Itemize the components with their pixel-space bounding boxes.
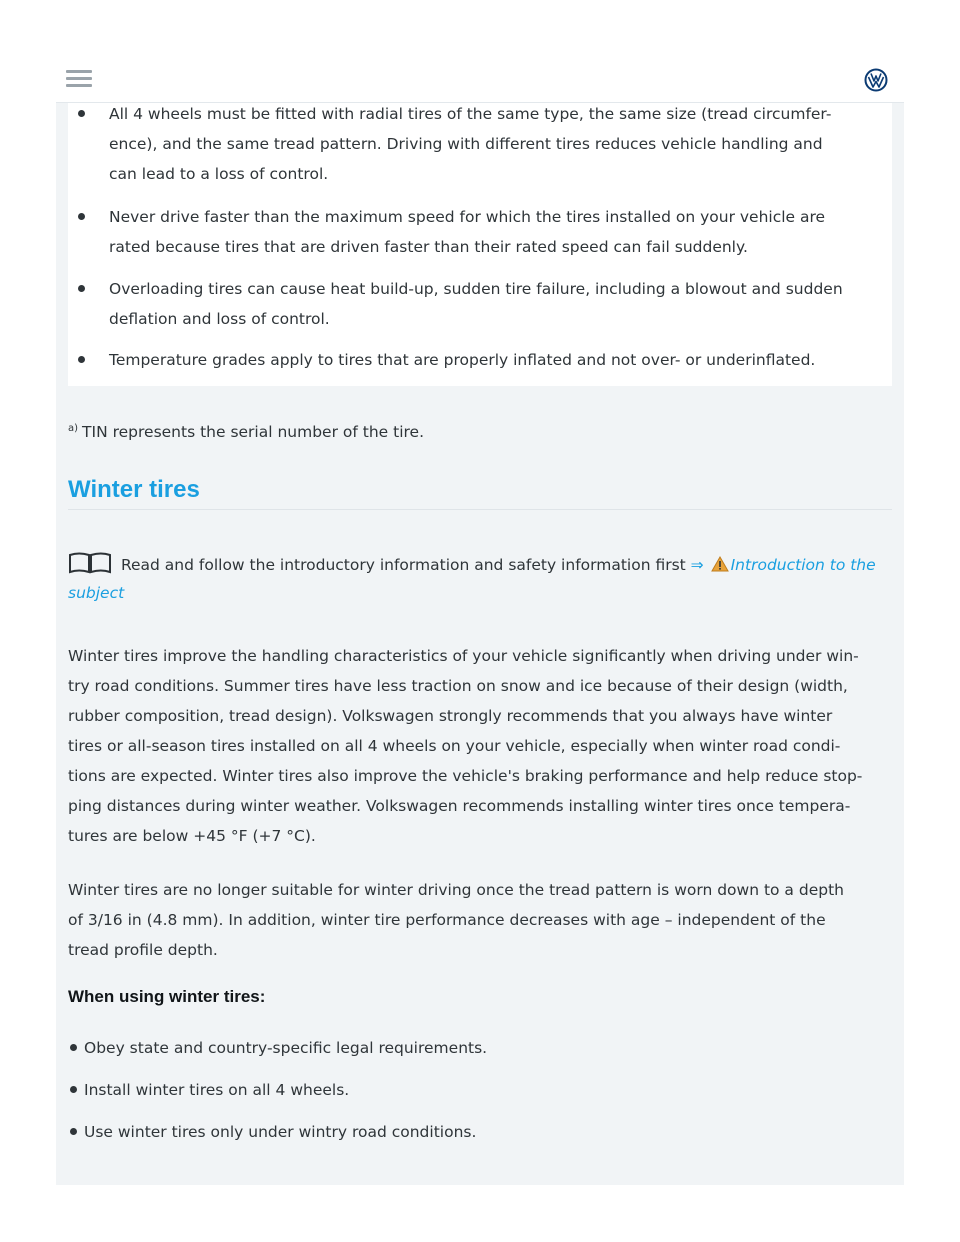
warning-item: Overloading tires can cause heat build-up, sudden tire failure, including a blowout and sudden deflation and loss of control. bbox=[93, 274, 883, 334]
manual-book-icon bbox=[68, 552, 112, 574]
footnote-marker: a) bbox=[68, 423, 79, 434]
list-item: Obey state and country-specific legal requirements. bbox=[84, 1033, 487, 1063]
warning-item: Temperature grades apply to tires that are properly inflated and not over- or underinflated. bbox=[93, 345, 883, 375]
bullet-icon bbox=[70, 1086, 77, 1093]
vw-logo-icon[interactable] bbox=[864, 68, 888, 92]
bullet-icon bbox=[78, 213, 85, 220]
bullet-icon bbox=[78, 356, 85, 363]
top-bar bbox=[56, 52, 904, 103]
hamburger-menu-icon[interactable] bbox=[66, 70, 92, 90]
footnote-text: TIN represents the serial number of the tire. bbox=[82, 423, 424, 441]
list-item: Install winter tires on all 4 wheels. bbox=[84, 1075, 349, 1105]
footnote bbox=[68, 423, 424, 441]
warning-item: Never drive faster than the maximum speed for which the tires installed on your vehicle are rated because tires that are driven faster than their rated speed can fail suddenly. bbox=[93, 202, 883, 262]
subheading: When using winter tires: bbox=[68, 987, 266, 1006]
list-item: Use winter tires only under wintry road conditions. bbox=[84, 1117, 476, 1147]
warning-triangle-icon bbox=[711, 556, 729, 572]
title-divider bbox=[68, 509, 892, 510]
intro-note bbox=[68, 551, 888, 607]
warning-item: All 4 wheels must be fitted with radial tires of the same type, the same size (tread circumfer- ence), and the same tread pattern. Driving with different tires reduces vehicle handling and can lead to a loss of control. bbox=[93, 99, 883, 189]
section-title: Winter tires bbox=[68, 476, 200, 503]
bullet-icon bbox=[78, 285, 85, 292]
warning-box bbox=[68, 103, 892, 386]
bullet-icon bbox=[70, 1044, 77, 1051]
intro-link[interactable]: Introduction to the subject bbox=[68, 556, 876, 602]
intro-text: Read and follow the introductory information and safety information first bbox=[120, 556, 686, 574]
winter-tires-paragraph: Winter tires improve the handling characteristics of your vehicle significantly when driving under win- try road conditions. Summer tires have less traction on snow and ice because of their design (width, rubber composition, tread design). Volkswagen strongly recommends that you always have winter tires or all-season tires installed on all 4 wheels on your vehicle, especially when winter road condi- tions are expected. Winter tires also improve the vehicle's braking performance and help reduce stop- ping distances during winter weather. Volkswagen recommends installing winter tires once tempera- tures are below +45 °F (+7 °C). bbox=[68, 647, 863, 845]
bullet-icon bbox=[70, 1128, 77, 1135]
bullet-icon bbox=[78, 110, 85, 117]
tread-depth-paragraph: Winter tires are no longer suitable for winter driving once the tread pattern is worn down to a depth of 3/16 in (4.8 mm). In addition, winter tire performance decreases with age – independent of the tread profile depth. bbox=[68, 881, 844, 959]
intro-arrow[interactable]: ⇒ bbox=[690, 556, 704, 574]
page-content bbox=[56, 103, 904, 1185]
